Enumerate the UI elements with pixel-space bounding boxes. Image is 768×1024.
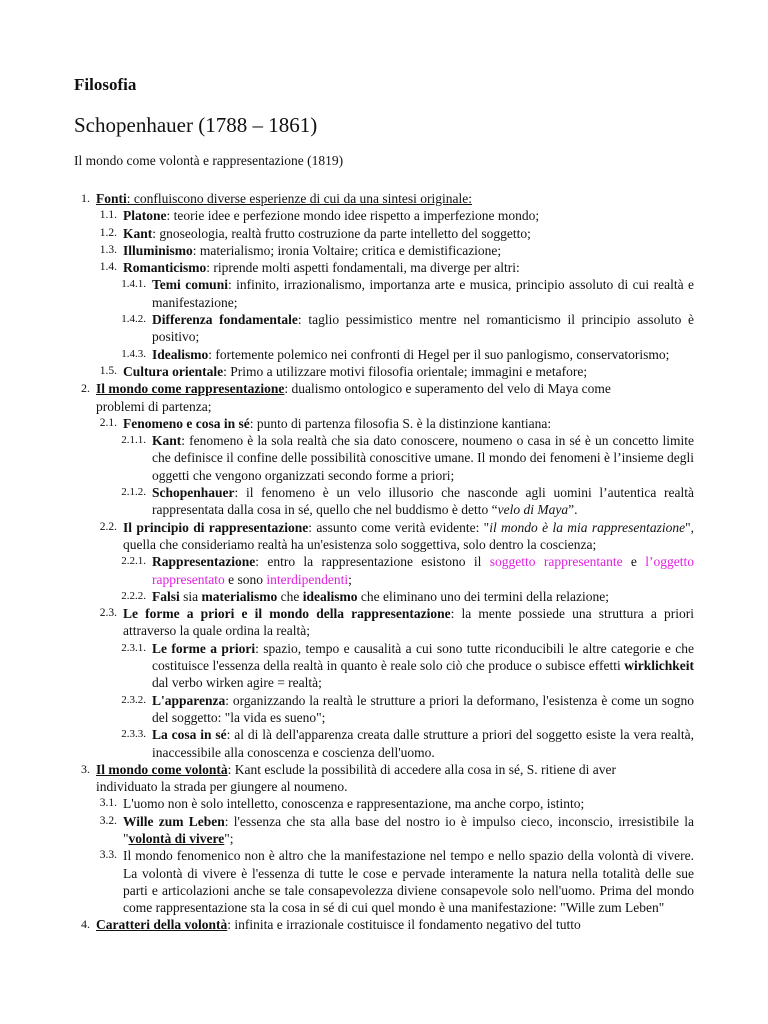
item-text-mid: che [277,588,303,604]
section-continuation: problemi di partenza; [96,398,212,414]
item-text-mid: e [622,554,646,570]
list-item [0,242,768,259]
list-number: 2.2.2. [121,589,146,602]
section-caratteri [0,916,768,933]
item-text-end: "; [224,830,234,846]
item-term: Il principio di rappresentazione [123,519,309,535]
list-item [0,363,768,380]
list-number: 2.3.3. [121,728,146,741]
list-number: 1.3. [99,243,117,256]
item-text-mid2: e sono [224,571,267,587]
item-term-2: wirklichkeit [624,658,694,674]
list-item [0,225,768,242]
list-item [0,605,768,640]
item-text-end: ", quella che consideriamo realtà ha un'esistenza solo soggettiva, solo dentro la coscienza; [123,519,695,552]
list-item [0,553,768,588]
item-text: : il fenomeno è un velo illusorio che nasconde agli uomini l’autentica realtà rappresentata dalla cosa in sé, quello che nel buddismo è detto “ [152,485,694,518]
item-text: : taglio pessimistico mentre nel romanticismo il principio assoluto è positivo; [152,312,694,345]
page-title: Schopenhauer (1788 – 1861) [74,113,318,137]
item-term: Kant [123,225,153,241]
item-term: Rappresentazione [152,554,256,570]
highlight-subject: soggetto rappresentante [489,554,623,570]
item-text: : gnoseologia, realtà frutto costruzione da parte intelletto del soggetto; [152,225,531,241]
item-text-end: dal verbo wirken agire = realtà; [152,675,322,691]
item-text-end: ; [348,571,352,587]
item-text: : infinito, irrazionalismo, importanza arte e musica, principio assoluto di cui realtà e manifestazione; [152,277,694,310]
list-number: 1.1. [99,209,117,222]
list-number: 3.3. [99,849,117,862]
item-term: Wille zum Leben [123,813,225,829]
list-item [0,259,768,276]
list-item [0,692,768,727]
list-number: 2.1. [99,416,117,429]
list-number: 2.3.2. [121,693,146,706]
work-title: Il mondo come volontà e rappresentazione (1819) [74,153,344,168]
list-number: 1.2. [99,226,117,239]
section-text: : confluiscono diverse esperienze di cui da una sintesi originale: [126,191,473,206]
item-term: Platone [123,208,167,224]
section-volonta [0,761,768,778]
item-term: Idealismo [152,346,209,362]
item-text-end: ”. [568,502,578,518]
item-term: Kant [152,433,182,449]
item-term: Le forme a priori [152,640,256,656]
item-text: L'uomo non è solo intelletto, conoscenza e rappresentazione, ma anche corpo, istinto; [123,796,585,812]
item-term-3: idealismo [302,588,358,604]
list-number: 3.2. [99,814,117,827]
item-text: : al di là dell'apparenza creata dalle strutture a priori del soggetto esiste la vera realtà, inaccessibile alla conoscenza e coscienza dell'uomo. [152,727,694,760]
list-item [0,519,768,554]
item-text: : Primo a utilizzare motivi filosofia orientale; immagini e metafore; [223,363,588,379]
item-term: Temi comuni [152,277,228,293]
item-term: Fenomeno e cosa in sé [123,415,250,431]
list-number: 2.3.1. [121,641,146,654]
list-number: 2.2.1. [121,555,146,568]
subject-heading: Filosofia [74,75,137,94]
item-term: Illuminismo [123,242,193,258]
list-number: 4. [81,917,90,932]
item-text: : materialismo; ironia Voltaire; critica e demistificazione; [192,242,502,258]
section-term: Il mondo come volontà [96,761,228,777]
list-item [0,847,768,916]
list-number: 1. [81,191,90,205]
section-term: Caratteri della volontà [96,917,228,933]
item-text: : teorie idee e perfezione mondo idee rispetto a imperfezione mondo; [166,208,540,224]
list-item [0,311,768,346]
list-item [0,484,768,519]
italic-phrase: il mondo è la mia rappresentazione [489,519,686,535]
item-term: L'apparenza [152,692,226,708]
list-item [0,346,768,363]
list-number: 3.1. [99,797,117,810]
list-number: 1.4.1. [121,278,146,291]
item-text: : assunto come verità evidente: " [308,519,490,535]
item-term: Differenza fondamentale [152,312,298,328]
section-text: : Kant esclude la possibilità di accedere alla cosa in sé, S. ritiene di aver [227,761,616,777]
list-number: 2.1.1. [121,434,146,447]
item-term: Cultura orientale [123,363,224,379]
section-term: Fonti [96,191,127,206]
list-item [0,415,768,432]
list-number: 2. [81,381,90,396]
section-continuation: individuato la strada per giungere al noumeno. [96,779,348,795]
item-text: : organizzando la realtà le strutture a priori la deformano, l'esistenza è come un sogno del soggetto: "la vida es sueno"; [152,692,694,725]
list-item [0,432,768,484]
list-item [0,207,768,224]
list-number: 2.3. [99,607,117,620]
list-item [0,276,768,311]
item-text-end: che eliminano uno dei termini della relazione; [357,588,610,604]
item-term-2: materialismo [201,588,278,604]
item-term: Schopenhauer [152,485,235,501]
list-number: 3. [81,761,90,776]
highlight-object: l’oggetto rappresentato [152,554,695,587]
list-number: 2.2. [99,520,117,533]
list-item [0,726,768,761]
item-term: Falsi [152,588,180,604]
item-term: Romanticismo [123,260,207,276]
list-number: 1.4.2. [121,313,146,326]
section-text: : dualismo ontologico e superamento del velo di Maya come [284,381,611,397]
item-text: : entro la rappresentazione esistono il [255,554,490,570]
list-item [0,795,768,812]
list-number: 1.5. [99,364,117,377]
list-item [0,588,768,605]
section-rappresentazione [0,380,768,397]
item-term: Le forme a priori e il mondo della rappresentazione [123,606,451,622]
list-number: 1.4.3. [121,347,146,360]
italic-phrase: velo di Maya [497,502,569,518]
item-term-2: volontà di vivere [128,830,225,846]
item-text: : l'essenza che sta alla base del nostro io è impulso cieco, inconscio, irresistibile la " [123,813,694,846]
item-text: : riprende molti aspetti fondamentali, ma diverge per altri: [206,260,520,276]
item-text: : fortemente polemico nei confronti di Hegel per il suo panlogismo, conservatorismo; [208,346,670,362]
section-fonti [0,190,768,207]
section-term: Il mondo come rappresentazione [96,381,285,397]
outline [0,190,768,934]
list-number: 1.4. [99,261,117,274]
list-item [0,640,768,692]
item-text: : spazio, tempo e causalità a cui sono tutte riconducibili le altre categorie e che costituisce l'essenza della realtà in quanto è reale solo ciò che produce o subisce effetti [152,640,695,674]
item-text: sia [179,588,202,604]
item-text: : fenomeno è la sola realtà che sia dato conoscere, noumeno o casa in sé è un concetto limite che definisce il confine delle possibilità conoscitive umane. Il mondo dei fenomeni è l’insieme degli oggetti che vengono organizzati secondo forme a priori; [152,433,694,483]
section-text: : infinita e irrazionale costituisce il fondamento negativo del tutto [227,917,581,933]
item-text: : punto di partenza filosofia S. è la distinzione kantiana: [249,415,552,431]
list-item [0,813,768,848]
list-number: 2.1.2. [121,486,146,499]
item-term: La cosa in sé [152,727,227,743]
item-text: Il mondo fenomenico non è altro che la manifestazione nel tempo e nello spazio della volontà di vivere. La volontà di vivere è l'essenza di tutte le cose e pervade interamente la natura nella totalità delle sue parti e articolazioni anche se tale consapevolezza diviene consapevole solo nell'uomo. Prima del mondo come rappresentazione sta la cosa in sé di cui quel mondo è una manifestazione: "Wille zum Leben" [123,848,694,916]
highlight-interdependent: interdipendenti [266,571,349,587]
item-text: : la mente possiede una struttura a priori attraverso la quale ordina la realtà; [123,606,694,639]
